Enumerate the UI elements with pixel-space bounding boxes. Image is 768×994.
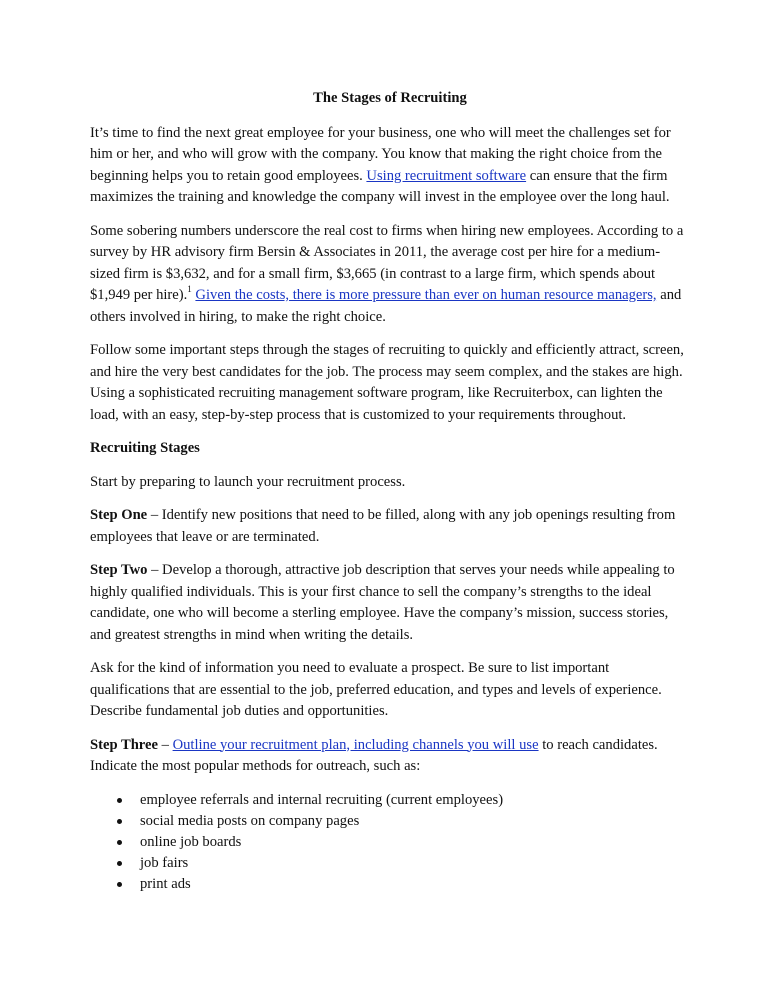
footnote-marker: 1 — [187, 284, 192, 295]
step-one-label: Step One — [90, 507, 148, 523]
list-item-text: online job boards — [140, 833, 242, 850]
bullet-icon — [117, 861, 122, 866]
step-two-label: Step Two — [90, 562, 148, 578]
step-two-text: – Develop a thorough, attractive job description that serves your needs while appealing to highly qualified individuals. This is your first chance to sell the company’s strengths to the ideal candidate, one who will become a sterling employee. Have the company’s mission, success stories, and greatest strengths in mind when writing the details. — [90, 562, 675, 643]
list-item — [90, 832, 690, 853]
section-heading: Recruiting Stages — [90, 440, 200, 456]
list-item-text: employee referrals and internal recruiting (current employees) — [140, 791, 504, 808]
step-one-paragraph — [90, 505, 690, 548]
list-item — [90, 853, 690, 874]
bullet-icon — [117, 798, 122, 803]
bullet-icon — [117, 819, 122, 824]
qualifications-paragraph: Ask for the kind of information you need to evaluate a prospect. Be sure to list important qualifications that are essential to the job, preferred education, and types and levels of experience. Describe fundamental job duties and opportunities. — [90, 660, 662, 719]
step-one-text: – Identify new positions that need to be filled, along with any job openings resulting from employees that leave or are terminated. — [90, 507, 676, 545]
list-item-text: social media posts on company pages — [140, 812, 360, 829]
step-two-paragraph — [90, 560, 690, 646]
list-item — [90, 811, 690, 832]
bullet-icon — [117, 882, 122, 887]
list-item-text: print ads — [140, 875, 191, 892]
prepare-paragraph: Start by preparing to launch your recruitment process. — [90, 473, 406, 490]
hr-pressure-link[interactable]: Given the costs, there is more pressure than ever on human resource managers, — [195, 287, 657, 303]
bullet-icon — [117, 840, 122, 845]
list-item-text: job fairs — [140, 854, 189, 871]
cost-text-b: and others involved in hiring, to make the right choice. — [90, 287, 682, 325]
intro-text-b: can ensure that the firm maximizes the training and knowledge the company will invest in the employee over the long haul. — [90, 167, 670, 205]
cost-paragraph — [90, 221, 690, 329]
step-three-dash: – — [157, 736, 173, 753]
step-three-paragraph — [90, 735, 690, 778]
outreach-methods-list — [90, 790, 690, 895]
steps-intro-paragraph: Follow some important steps through the stages of recruiting to quickly and efficiently attract, screen, and hire the very best candidates for the job. The process may seem complex, and the stakes are high. Using a sophisticated recruiting management software program, like Recruiterbox, can lighten the load, with an easy, step-by-step process that is customized to your requirements throughout. — [90, 342, 684, 423]
step-three-label: Step Three — [90, 736, 158, 753]
intro-paragraph — [90, 123, 690, 209]
step-three-text: to reach candidates. Indicate the most popular methods for outreach, such as: — [90, 736, 658, 774]
list-item — [90, 874, 690, 895]
list-item — [90, 790, 690, 811]
recruitment-plan-link[interactable]: Outline your recruitment plan, including channels you will use — [172, 736, 539, 753]
document-title: The Stages of Recruiting — [313, 90, 467, 106]
recruitment-software-link[interactable]: Using recruitment software — [366, 167, 527, 184]
document-body — [90, 88, 690, 895]
intro-text-a: It’s time to find the next great employee for your business, one who will meet the challenges set for him or her, and who will grow with the company. You know that making the right choice from the beginning helps you to retain good employees. — [90, 124, 671, 184]
cost-text-a: Some sobering numbers underscore the real cost to firms when hiring new employees. According to a survey by HR advisory firm Bersin & Associates in 2011, the average cost per hire for a medium-sized firm is $3,632, and for a small firm, $3,665 (in contrast to a large firm, which spends about $1,949 per hire). — [90, 222, 684, 303]
